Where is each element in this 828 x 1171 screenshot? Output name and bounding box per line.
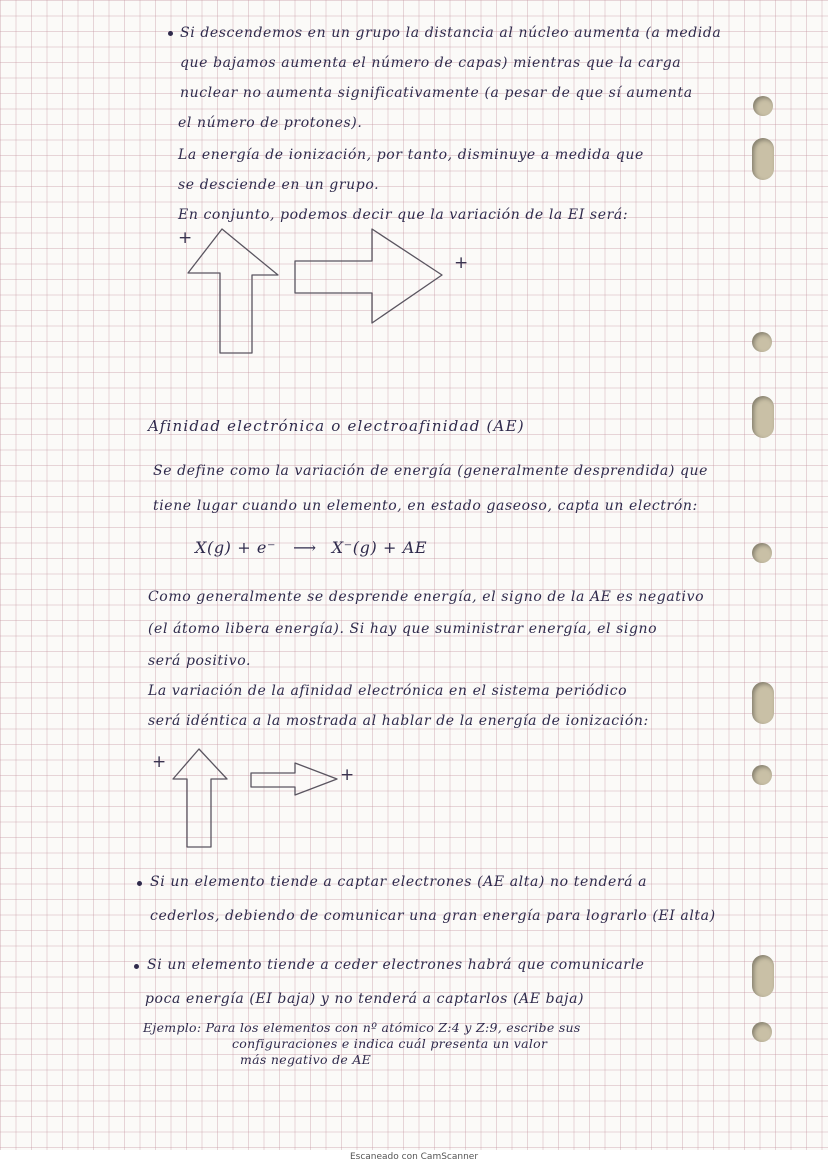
equation-arrow: ⟶ [293,538,317,557]
plus-sign: + [340,765,355,785]
equation-right: X⁻(g) + AE [331,538,428,557]
text-line: cederlos, debiendo de comunicar una gran energía para lograrlo (EI alta) [150,908,716,924]
text-line: será positivo. [148,653,252,669]
equation [195,538,427,557]
text-line: nuclear no aumenta significativamente (a pesar de que sí aumenta [180,85,693,101]
text-line: En conjunto, podemos decir que la variación de la EI será: [178,207,629,223]
binder-slot [752,955,774,997]
text-line: que bajamos aumenta el número de capas) mientras que la carga [180,55,682,71]
binder-hole [752,1022,772,1042]
up-arrow [173,749,227,847]
text-line: tiene lugar cuando un elemento, en estado gaseoso, capta un electrón: [153,498,698,514]
section-heading: Afinidad electrónica o electroafinidad (AE) [148,417,525,435]
ei-variation-diagram [180,225,470,360]
example-line: más negativo de AE [240,1052,372,1067]
bullet-point [168,31,173,36]
bullet-point [137,881,142,886]
binder-hole [752,543,772,563]
ae-variation-diagram [165,745,365,855]
text-line: se desciende en un grupo. [178,177,380,193]
text-line: (el átomo libera energía). Si hay que suministrar energía, el signo [148,621,658,637]
plus-sign: + [178,228,193,248]
text-line: La variación de la afinidad electrónica en el sistema periódico [148,683,628,699]
text-line: Si un elemento tiende a ceder electrones habrá que comunicarle [147,957,645,973]
example-line: configuraciones e indica cuál presenta un valor [232,1036,548,1051]
equation-left: X(g) + e⁻ [195,538,277,557]
text-line: Si descendemos en un grupo la distancia al núcleo aumenta (a medida [180,25,722,41]
example-line: Ejemplo: Para los elementos con nº atómico Z:4 y Z:9, escribe sus [143,1020,581,1035]
text-line: La energía de ionización, por tanto, disminuye a medida que [178,147,644,163]
binder-slot [752,138,774,180]
text-line: Si un elemento tiende a captar electrones (AE alta) no tenderá a [150,874,648,890]
right-arrow [295,229,442,323]
right-arrow [251,763,337,795]
text-line: Como generalmente se desprende energía, el signo de la AE es negativo [148,589,705,605]
binder-hole [752,332,772,352]
text-line: Se define como la variación de energía (generalmente desprendida) que [153,463,709,479]
binder-slot [752,682,774,724]
bullet-point [134,964,139,969]
text-line: poca energía (EI baja) y no tenderá a captarlos (AE baja) [145,991,585,1007]
text-line: el número de protones). [178,115,363,131]
plus-sign: + [454,253,469,273]
binder-hole [753,96,773,116]
scanner-watermark: Escaneado con CamScanner [349,1152,479,1162]
binder-slot [752,396,774,438]
plus-sign: + [152,752,167,772]
up-arrow [188,229,278,353]
binder-hole [752,765,772,785]
text-line: será idéntica a la mostrada al hablar de la energía de ionización: [148,713,649,729]
